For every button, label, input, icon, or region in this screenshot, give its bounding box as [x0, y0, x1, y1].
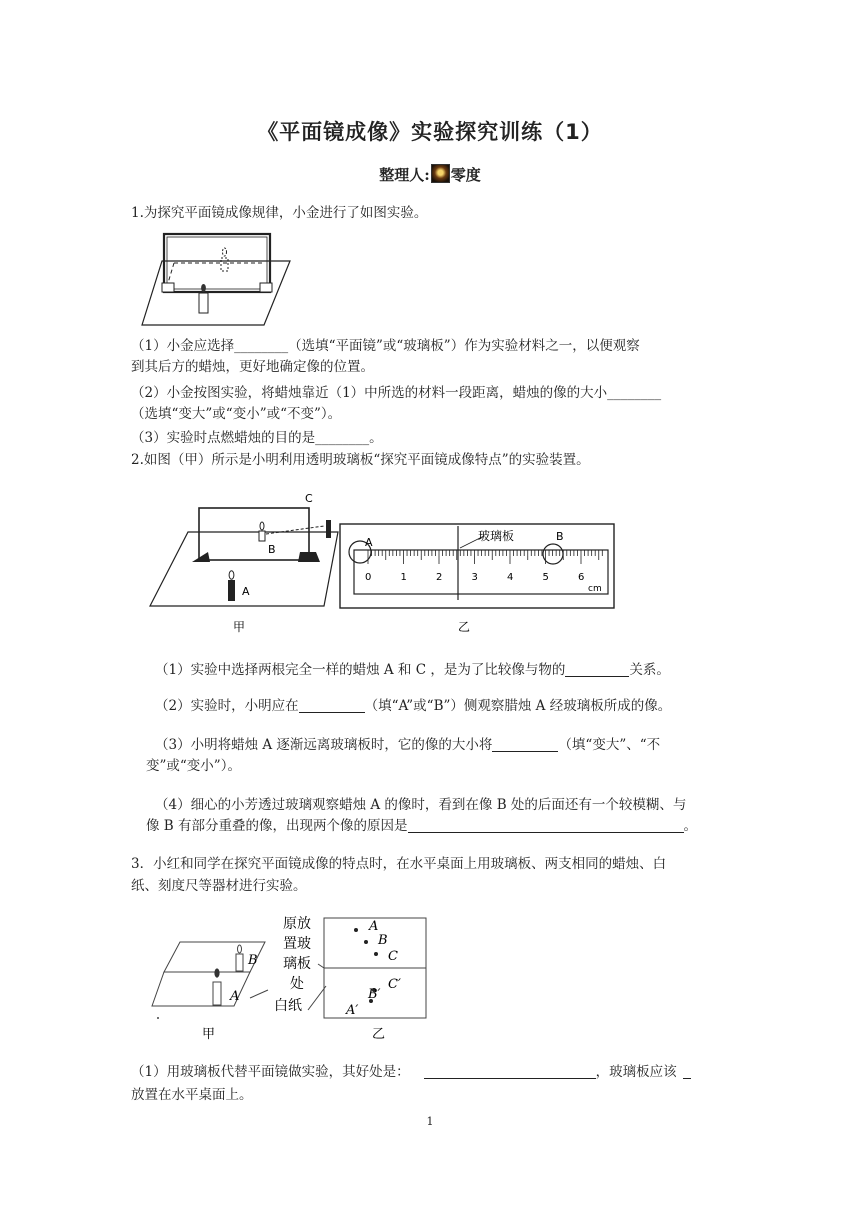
fig3-point-c-prime: C′	[388, 977, 401, 992]
fig3-label-jia: 甲	[202, 1027, 216, 1042]
ruler-tick-label: 4	[507, 572, 514, 583]
q3-part1-line2: 放置在水平桌面上。	[131, 1087, 253, 1103]
q2-part3-line2: 变”或“变小”）。	[146, 758, 241, 774]
fig3-label-yi: 乙	[372, 1027, 386, 1042]
q2-part1-blank	[565, 662, 629, 677]
fig3-point-b: B	[378, 933, 388, 948]
compiler-name: 零度	[450, 166, 481, 184]
q1-figure	[140, 231, 292, 329]
fig3-label-a: A	[230, 989, 240, 1004]
page-number: 1	[426, 1115, 434, 1128]
fig3-paper: 白纸	[274, 998, 302, 1014]
q2-part4-pre: 像 B 有部分重叠的像，出现两个像的原因是	[146, 818, 408, 834]
q1-part3: （3）实验时点燃蜡烛的目的是________。	[131, 430, 383, 446]
q2-part2-pre: （2）实验时，小明应在	[155, 698, 299, 714]
document-title: 《平面镜成像》实验探究训练（1）	[257, 120, 603, 144]
ruler-label-a: A	[365, 536, 373, 549]
ruler-tick-label: 3	[471, 572, 478, 583]
q2-part2-post: （填“A”或“B”）侧观察腊烛 A 经玻璃板所成的像。	[364, 698, 672, 714]
q3-part1-line1	[131, 1062, 691, 1082]
fig3-point-c: C	[388, 949, 398, 964]
q3-stem-line2: 纸、刻度尺等器材进行实验。	[131, 878, 307, 894]
compiler-avatar	[431, 164, 450, 183]
ruler-tick-label: 1	[400, 572, 407, 583]
fig2-label-a: A	[242, 585, 250, 598]
fig3-orig-1: 原放	[283, 916, 311, 932]
q1-part1-line1: （1）小金应选择________（选填“平面镜”或“玻璃板”）作为实验材料之一，以便观察	[131, 338, 640, 354]
q2-part2-blank	[299, 698, 365, 713]
fig2-label-b: B	[268, 543, 276, 556]
fig3-orig-2: 置玻	[283, 936, 311, 952]
q2-figure	[148, 488, 618, 638]
q3-figure	[150, 910, 430, 1044]
q1-part2-line1: （2）小金按图实验，将蜡烛靠近（1）中所选的材料一段距离，蜡烛的像的大小________	[131, 385, 662, 401]
q2-part3-pre: （3）小明将蜡烛 A 逐渐远离玻璃板时，它的像的大小将	[155, 737, 493, 753]
ruler-ticks	[365, 550, 602, 583]
q3-part1-blank	[424, 1064, 596, 1079]
q2-part3-blank	[492, 737, 558, 752]
q2-stem: 2.如图（甲）所示是小明利用透明玻璃板“探究平面镜成像特点”的实验装置。	[131, 452, 590, 468]
q2-part3-post: （填“变大”、“不	[558, 737, 661, 753]
fig2-label-jia: 甲	[233, 620, 246, 634]
q2-part2	[155, 696, 671, 716]
fig3-point-a-prime: A′	[346, 1003, 359, 1018]
ruler-tick-label: 0	[365, 572, 372, 583]
fig3-label-b: B	[248, 953, 258, 968]
compiler-line	[0, 164, 860, 185]
fig3-orig-4: 处	[290, 976, 304, 992]
ruler-label-b: B	[556, 530, 564, 543]
q3-part1-pre: （1）用玻璃板代替平面镜做实验，其好处是：	[131, 1064, 410, 1080]
q1-part2-line2: （选填“变大”或“变小”或“不变”）。	[131, 406, 342, 422]
q2-part1-pre: （1）实验中选择两根完全一样的蜡烛 A 和 C ，是为了比较像与物的	[155, 662, 566, 678]
q2-part1	[155, 660, 670, 680]
q3-part1-mid: ，玻璃板应该	[595, 1064, 677, 1080]
fig2-label-yi: 乙	[458, 620, 471, 634]
ruler-tick-label: 2	[436, 572, 443, 583]
q2-part4-post: 。	[683, 818, 698, 834]
q1-stem: 1.为探究平面镜成像规律，小金进行了如图实验。	[131, 205, 428, 221]
q2-part3-line1	[155, 735, 660, 755]
ruler-unit: cm	[588, 584, 602, 594]
ruler-tick-label: 6	[578, 572, 585, 583]
q2-part4-blank	[408, 818, 684, 833]
fig2-label-c: C	[305, 492, 313, 505]
fig3-orig-3: 璃板	[283, 956, 311, 972]
q1-part1-line2: 到其后方的蜡烛，更好地确定像的位置。	[131, 359, 374, 375]
q3-stem-line1: 3．小红和同学在探究平面镜成像的特点时，在水平桌面上用玻璃板、两支相同的蜡烛、白	[131, 856, 667, 872]
q2-part1-post: 关系。	[629, 662, 670, 678]
q2-part4-line1: （4）细心的小芳透过玻璃观察蜡烛 A 的像时，看到在像 B 处的后面还有一个较模糊、与	[155, 797, 687, 813]
fig3-point-a: A	[369, 919, 379, 934]
q2-part4-line2	[146, 816, 697, 836]
ruler-glass-label: 玻璃板	[478, 529, 515, 543]
ruler-tick-label: 5	[542, 572, 549, 583]
q3-part1-blank-2	[683, 1064, 691, 1079]
fig3-point-b-prime: B′	[368, 987, 381, 1002]
compiler-label: 整理人:	[379, 166, 430, 184]
